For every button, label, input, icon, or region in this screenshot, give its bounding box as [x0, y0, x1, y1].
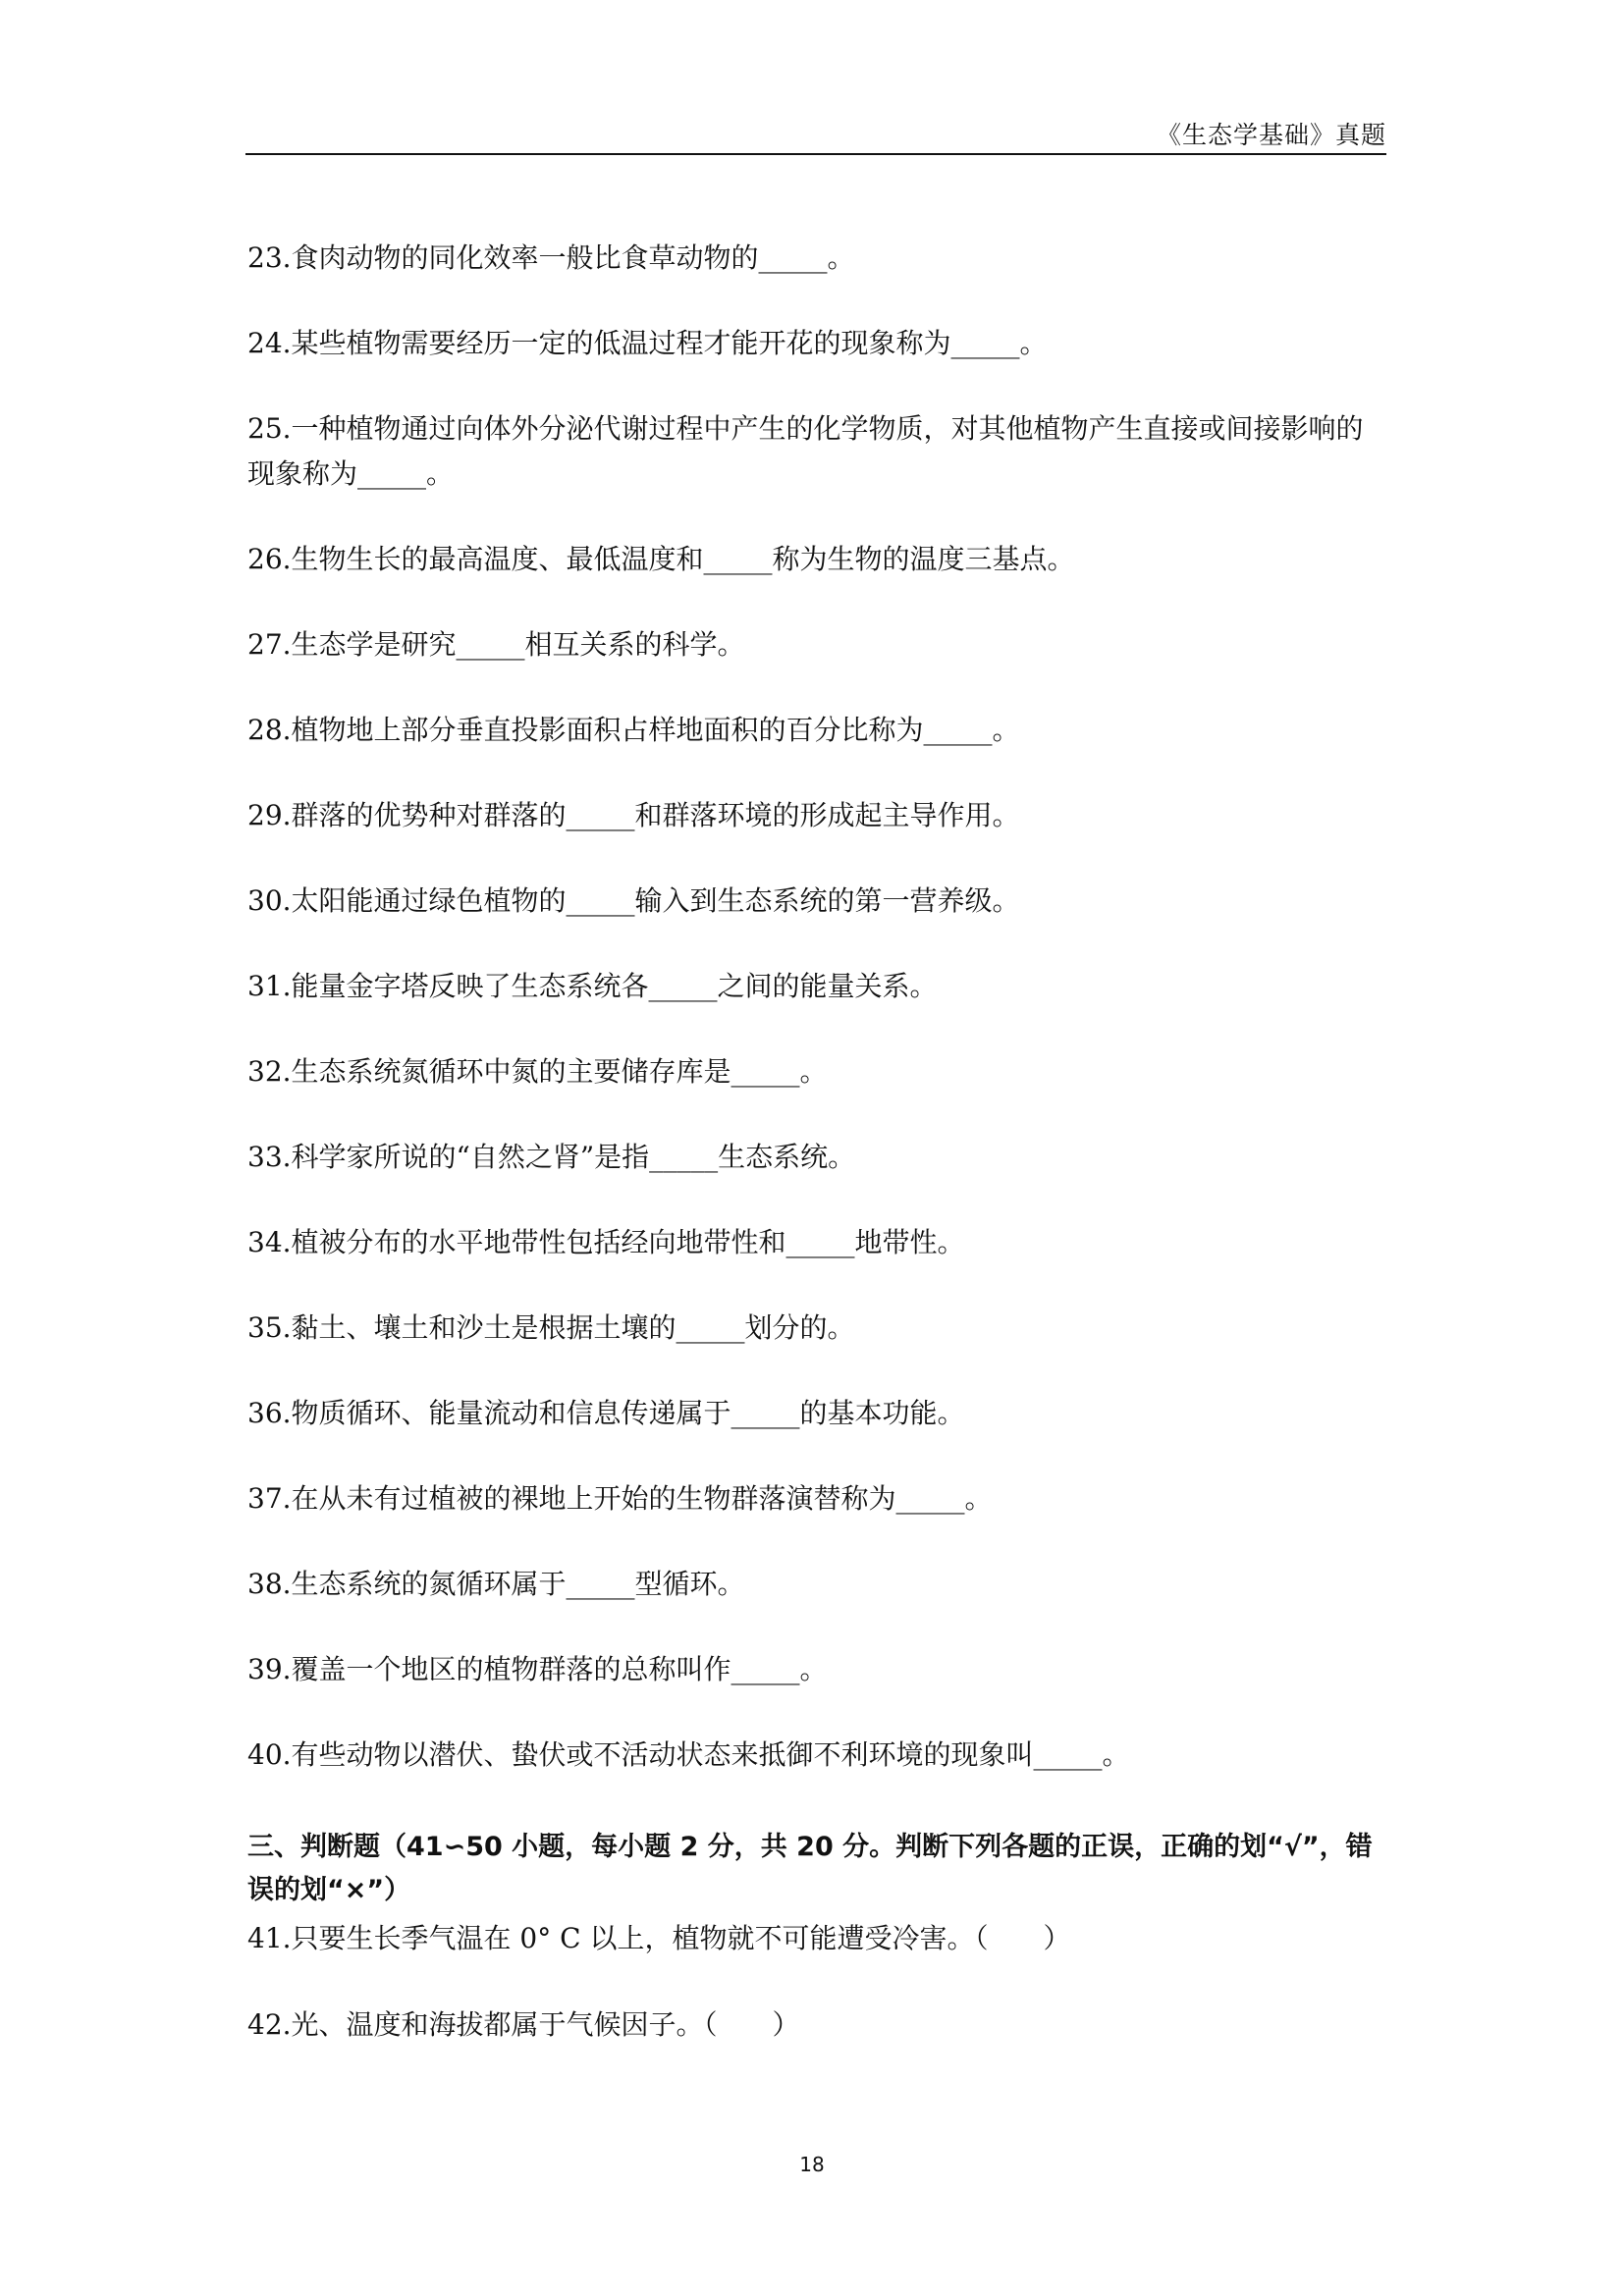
- question-37: 37.在从未有过植被的裸地上开始的生物群落演替称为_____。: [247, 1482, 993, 1515]
- question-31: 31.能量金字塔反映了生态系统各_____之间的能量关系。: [247, 970, 938, 1002]
- question-30: 30.太阳能通过绿色植物的_____输入到生态系统的第一营养级。: [247, 884, 1020, 917]
- question-28: 28.植物地上部分垂直投影面积占样地面积的百分比称为_____。: [247, 714, 1020, 746]
- question-39: 39.覆盖一个地区的植物群落的总称叫作_____。: [247, 1653, 828, 1685]
- question-35: 35.黏土、壤土和沙土是根据土壤的_____划分的。: [247, 1311, 855, 1344]
- question-34: 34.植被分布的水平地带性包括经向地带性和_____地带性。: [247, 1226, 965, 1258]
- question-32: 32.生态系统氮循环中氮的主要储存库是_____。: [247, 1055, 828, 1088]
- question-24: 24.某些植物需要经历一定的低温过程才能开花的现象称为_____。: [247, 327, 1048, 359]
- header-title: 《生态学基础》真题: [1156, 121, 1386, 149]
- question-38: 38.生态系统的氮循环属于_____型循环。: [247, 1568, 745, 1600]
- question-26: 26.生物生长的最高温度、最低温度和_____称为生物的温度三基点。: [247, 543, 1075, 575]
- question-23: 23.食肉动物的同化效率一般比食草动物的_____。: [247, 241, 855, 274]
- question-33: 33.科学家所说的“自然之肾”是指_____生态系统。: [247, 1141, 856, 1173]
- question-29: 29.群落的优势种对群落的_____和群落环境的形成起主导作用。: [247, 799, 1020, 831]
- question-42: 42.光、温度和海拔都属于气候因子。（ ）: [247, 2008, 800, 2041]
- fill-in-questions: [247, 236, 1386, 1818]
- section-heading-true-false: 三、判断题（41∽50 小题，每小题 2 分，共 20 分。判断下列各题的正误，正确的划“√”，错误的划“×”）: [247, 1832, 1373, 1905]
- header-rule: [245, 153, 1386, 155]
- question-41: 41.只要生长季气温在 0° C 以上，植物就不可能遭受冷害。（ ）: [247, 1922, 1071, 1954]
- question-27: 27.生态学是研究_____相互关系的科学。: [247, 628, 745, 661]
- question-25: 25.一种植物通过向体外分泌代谢过程中产生的化学物质，对其他植物产生直接或间接影响的现象称为_____。: [247, 412, 1364, 490]
- page-number: 18: [799, 2153, 825, 2176]
- question-36: 36.物质循环、能量流动和信息传递属于_____的基本功能。: [247, 1397, 965, 1429]
- question-40: 40.有些动物以潜伏、蛰伏或不活动状态来抵御不利环境的现象叫_____。: [247, 1738, 1130, 1771]
